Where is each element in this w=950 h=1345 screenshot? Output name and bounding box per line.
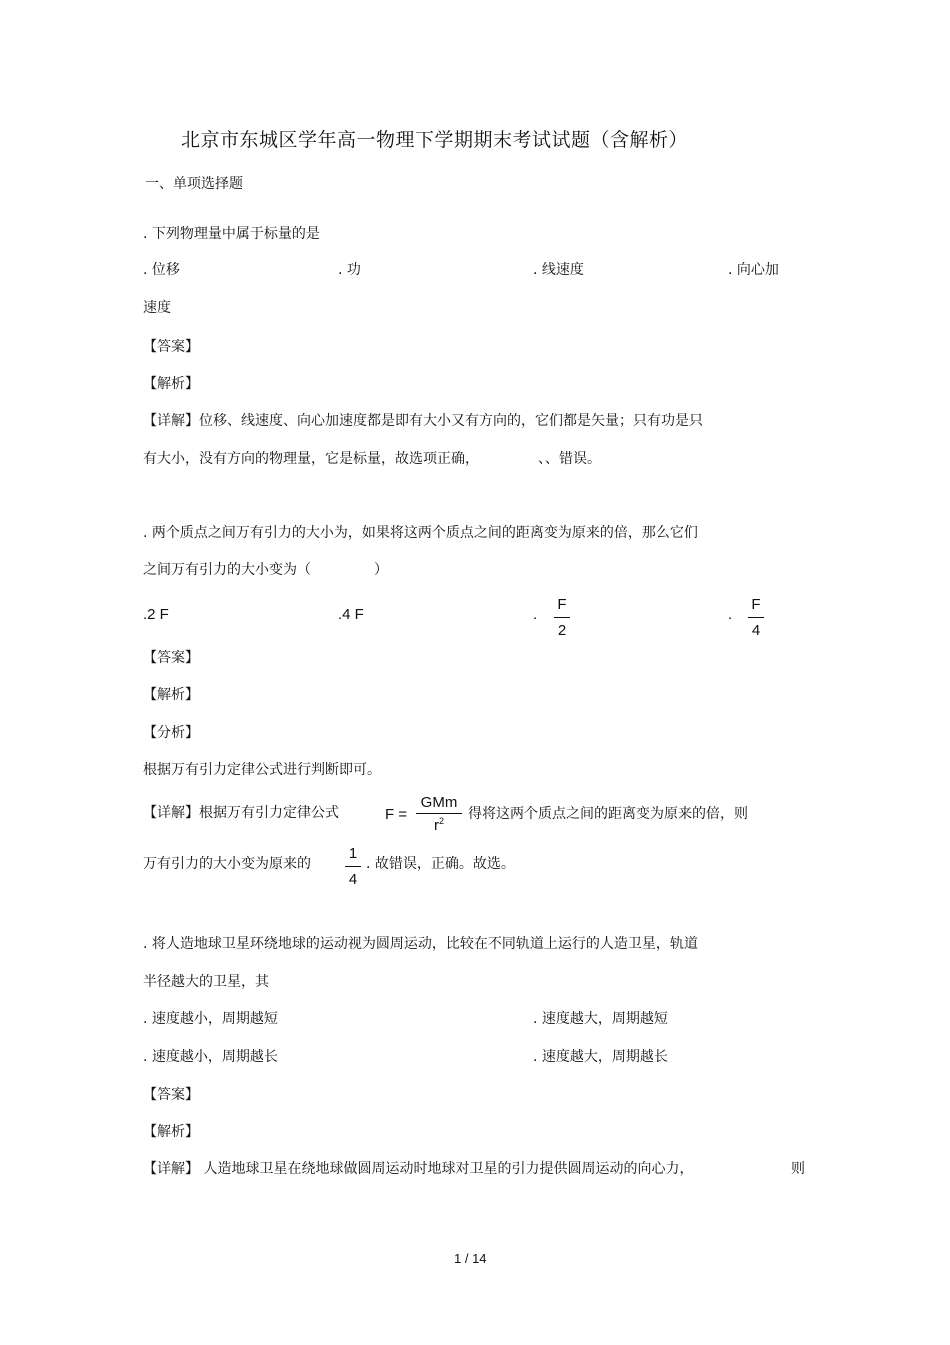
q3-stem-line-1: . 将人造地球卫星环绕地球的运动视为圆周运动，比较在不同轨道上运行的人造卫星，轨道: [143, 936, 698, 952]
page-number: 1 / 14: [454, 1251, 487, 1266]
q3-stem-line-2: 半径越大的卫星，其: [143, 974, 269, 990]
fraction-bar: [345, 866, 361, 867]
ratio-fraction: [341, 845, 365, 888]
q1-option-b: . 功: [338, 262, 361, 278]
q3-detail-line-1b: 则: [791, 1161, 805, 1177]
q2-option-c-dot: .: [533, 606, 538, 623]
q3-detail-line-1: 【详解】 人造地球卫星在绕地球做圆周运动时地球对卫星的引力提供圆周运动的向心力，: [143, 1161, 694, 1177]
q1-detail-line-2: 有大小，没有方向的物理量，它是标量，故选项正确，: [143, 451, 479, 467]
q2-option-d-fraction: [744, 596, 768, 639]
gravitation-formula-fraction: [414, 795, 464, 833]
formula-r: r: [433, 817, 439, 834]
document-title: 北京市东城区学年高一物理下学期期末考试试题（含解析）: [181, 129, 689, 151]
q1-detail-line-1: 【详解】位移、线速度、向心加速度都是即有大小又有方向的，它们都是矢量；只有功是只: [143, 413, 703, 429]
formula-exponent: 2: [438, 816, 444, 826]
fraction-bar: [554, 617, 570, 618]
q1-option-a: . 位移: [143, 262, 180, 278]
q3-option-d: . 速度越大，周期越长: [533, 1049, 668, 1065]
q3-analysis-label: 【解析】: [143, 1124, 199, 1140]
q2-detail-line-2: 万有引力的大小变为原来的: [143, 856, 311, 872]
formula-numerator: GMm: [420, 794, 458, 811]
q1-stem: . 下列物理量中属于标量的是: [143, 226, 320, 242]
q2-option-a: .2 F: [143, 606, 169, 623]
q2-option-c-fraction: [550, 596, 574, 639]
q2-stem-line-2: 之间万有引力的大小变为（: [143, 562, 311, 578]
q2-option-c-denominator: 2: [557, 622, 567, 639]
q2-detail-line-2b: . 故错误，正确。故选。: [366, 856, 515, 872]
q3-option-b: . 速度越大，周期越短: [533, 1011, 668, 1027]
q1-answer-label: 【答案】: [143, 339, 199, 355]
ratio-denominator: 4: [348, 871, 358, 888]
q2-analysis-label: 【解析】: [143, 687, 199, 703]
q3-option-a: . 速度越小，周期越短: [143, 1011, 278, 1027]
q2-detail-line-1: 【详解】根据万有引力定律公式: [143, 805, 339, 821]
q2-option-b: .4 F: [338, 606, 364, 623]
q1-option-d-wrap: 速度: [143, 300, 171, 316]
fraction-bar: [748, 617, 764, 618]
formula-lhs: F =: [385, 806, 408, 823]
q2-option-d-dot: .: [728, 606, 733, 623]
q2-fenxi-label: 【分析】: [143, 725, 199, 741]
q1-option-d: . 向心加: [728, 262, 779, 278]
q1-detail-line-2b: 、、错误。: [538, 451, 601, 467]
q1-option-c: . 线速度: [533, 262, 584, 278]
q3-answer-label: 【答案】: [143, 1087, 199, 1103]
q2-detail-line-1b: 得将这两个质点之间的距离变为原来的倍，则: [468, 806, 748, 822]
q2-option-d-numerator: F: [751, 596, 761, 613]
q2-option-c-numerator: F: [557, 596, 567, 613]
section-heading: 一、单项选择题: [145, 176, 243, 192]
q2-option-d-denominator: 4: [751, 622, 761, 639]
q3-option-c: . 速度越小，周期越长: [143, 1049, 278, 1065]
fraction-bar: [416, 813, 462, 814]
q2-method: 根据万有引力定律公式进行判断即可。: [143, 762, 381, 778]
q2-stem-paren: ）: [374, 562, 388, 578]
formula-denominator: [414, 817, 464, 833]
q2-stem-line-1: . 两个质点之间万有引力的大小为，如果将这两个质点之间的距离变为原来的倍，那么它们: [143, 525, 698, 541]
q1-analysis-label: 【解析】: [143, 376, 199, 392]
q2-answer-label: 【答案】: [143, 650, 199, 666]
ratio-numerator: 1: [348, 845, 358, 862]
